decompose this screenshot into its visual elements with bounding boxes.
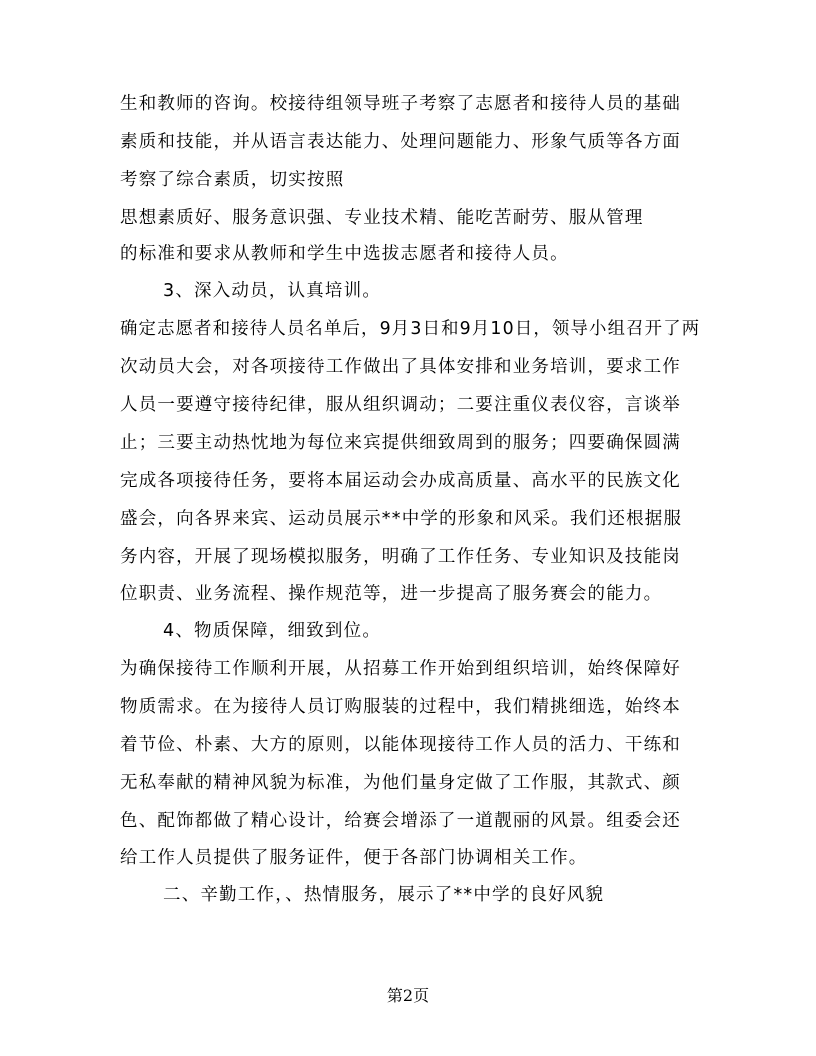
body-text-line: 着节俭、朴素、大方的原则，以能体现接待工作人员的活力、干练和 — [120, 735, 681, 755]
section-heading: 3、深入动员，认真培训。 — [163, 281, 382, 301]
body-text-line: 考察了综合素质，切实按照 — [120, 170, 345, 190]
section-heading: 二、辛勤工作，、热情服务，展示了**中学的良好风貌 — [163, 885, 605, 905]
body-text-line: 人员一要遵守接待纪律，服从组织调动；二要注重仪表仪容，言谈举 — [120, 395, 681, 415]
body-text-line: 为确保接待工作顺利开展，从招募工作开始到组织培训，始终保障好 — [120, 659, 681, 679]
body-text-line: 素质和技能，并从语言表达能力、处理问题能力、形象气质等各方面 — [120, 132, 681, 152]
body-text-line: 思想素质好、服务意识强、专业技术精、能吃苦耐劳、服从管理 — [120, 208, 644, 228]
body-text-line: 色、配饰都做了精心设计，给赛会增添了一道靓丽的风景。组委会还 — [120, 811, 681, 831]
body-text-line: 止；三要主动热忱地为每位来宾提供细致周到的服务；四要确保圆满 — [120, 433, 681, 453]
body-text-line: 物质需求。在为接待人员订购服装的过程中，我们精挑细选，始终本 — [120, 697, 681, 717]
body-text-line: 给工作人员提供了服务证件，便于各部门协调相关工作。 — [120, 848, 588, 868]
body-text-line: 确定志愿者和接待人员名单后，9月3日和9月10日，领导小组召开了两 — [120, 319, 701, 339]
body-text-line: 无私奉献的精神风貌为标准，为他们量身定做了工作服，其款式、颜 — [120, 773, 681, 793]
body-text-line: 完成各项接待任务，要将本届运动会办成高质量、高水平的民族文化 — [120, 471, 681, 491]
body-text-line: 次动员大会，对各项接待工作做出了具体安排和业务培训，要求工作 — [120, 357, 681, 377]
body-text-line: 的标准和要求从教师和学生中选拔志愿者和接待人员。 — [120, 244, 569, 264]
body-text-line: 生和教师的咨询。校接待组领导班子考察了志愿者和接待人员的基础 — [120, 94, 681, 114]
body-text-line: 位职责、业务流程、操作规范等，进一步提高了服务赛会的能力。 — [120, 584, 663, 604]
section-heading: 4、物质保障，细致到位。 — [163, 621, 382, 641]
body-text-line: 盛会，向各界来宾、运动员展示**中学的形象和风采。我们还根据服 — [120, 509, 683, 529]
page-number: 第2页 — [386, 986, 430, 1005]
body-text-line: 务内容，开展了现场模拟服务，明确了工作任务、专业知识及技能岗 — [120, 547, 681, 567]
